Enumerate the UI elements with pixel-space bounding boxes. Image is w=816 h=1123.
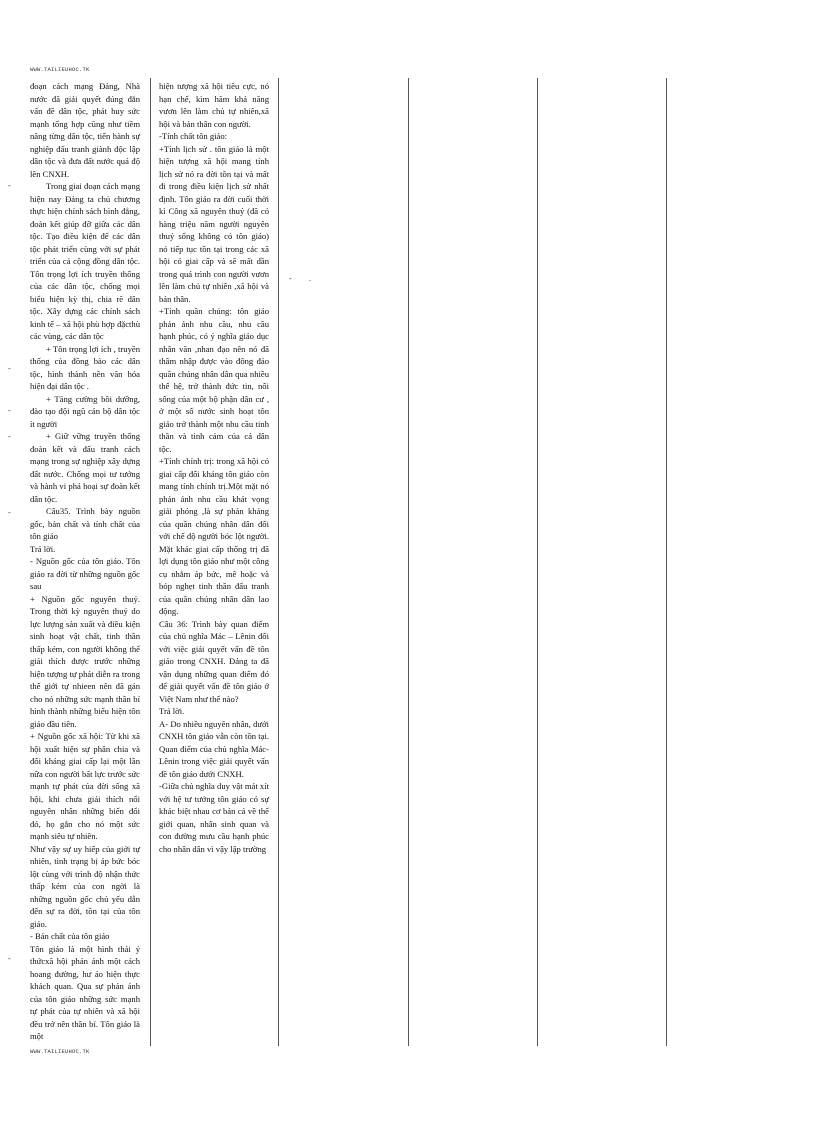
paragraph: + Giữ vững truyền thống đoàn kết và đấu tranh cách mạng trong sự nghiệp xây dựng đất nước. Chống mọi tư tưởng và hành vi phá hoại sự đoàn kết dân tộc.: [30, 431, 140, 504]
margin-mark: -: [8, 508, 11, 517]
margin-mark: -: [8, 954, 11, 963]
margin-mark: -: [8, 364, 11, 373]
column-divider: [278, 78, 279, 1046]
column-divider: [408, 78, 409, 1046]
margin-mark: -: [8, 432, 11, 441]
margin-mark: -: [289, 274, 292, 283]
header-site: WWW.TAILIEUHOC.TK: [30, 66, 90, 73]
paragraph: + Nguồn gốc xã hội: Từ khi xã hội xuất hiện sự phân chia và đối kháng giai cấp lại một lần nữa con người bất lực trước sức mạnh tự phát của đời sống xã hội, khi chưa giải thích nổi nguyên nhân những biến đổi đó, họ gắn cho nó một sức mạnh siêu tự nhiên.: [30, 731, 140, 841]
paragraph: Như vậy sự uy hiếp của giới tự nhiên, tình trạng bị áp bức bóc lột cùng với trình độ nhận thức thấp kém của con ngời là những nguồn gốc chủ yếu dẫn đến sự ra đời, tồn tại của tôn giáo.: [30, 843, 140, 929]
column-divider: [537, 78, 538, 1046]
paragraph: -Giữa chủ nghĩa duy vật mát xít với hệ tư tưởng tôn giáo có sự khác biệt nhau cơ bản cả về thế giới quan, nhân sinh quan và con đường mưu cầu hạnh phúc cho nhân dân vì vậy lập trường: [159, 781, 269, 854]
paragraph: + Tôn trọng lợi ích , truyền thống của đồng bào các dân tộc, hình thành nền văn hóa hiện đại dân tộc .: [30, 343, 140, 391]
answer-label: Trả lời.: [30, 543, 56, 554]
footer-site: WWW.TAILIEUHOC.TK: [30, 1048, 90, 1055]
paragraph: - Bản chất của tôn giáo: [30, 931, 110, 941]
paragraph: +Tính chính trị: trong xã hội có giai cấp đối kháng tôn giáo còn mang tính chính trị.Một mặt nó phản ánh nhu cầu khát vọng giải phóng ,là sự phản kháng của quần chúng nhân dân đối với chế độ người bóc lột người. Mặt khác giai cấp thống trị đã lợi dụng tôn giáo như một công cụ nhằm áp bức, mê hoặc và bóp nghẹt tinh thần đấu tranh của quần chúng nhân dân lao động.: [159, 456, 269, 616]
margin-mark: .: [309, 274, 311, 283]
paragraph: +Tính lịch sử . tôn giáo là một hiện tượng xã hội mang tính lịch sử nó ra đời tồn tại và mất đi trong điều kiện lịch sử nhất định. Tôn giáo ra đời cuối thời kì Công xã nguyên thuỷ (đã có hàng triệu năm người nguyên thuỷ sống không có tôn giáo) nó tiếp tục tồn tại trong các xã hội có giai cấp và sẽ mất dần trong quá trình con người vươn lên làm chủ tự nhiên ,xã hội và bản thân.: [159, 143, 269, 304]
answer-label: Trả lời.: [159, 706, 185, 716]
paragraph: + Nguồn gốc nguyên thuỷ. Trong thời kỳ nguyên thuỷ do lực lượng sản xuất và điều kiện sinh hoạt vật chất, tinh thần thấp kém, con người không thể giải thích được trước những hiện tượng tự phát diễn ra trong thế giới tự nhieen nên đã gán cho nó những sức mạnh thần bí hình thành những biểu hiện tôn giáo đầu tiên.: [30, 593, 140, 729]
paragraph: Trong giai đoạn cách mạng hiện nay Đảng ta chủ chương thực hiện chính sách bình đẳng, đoàn kết giúp đỡ giữa các dân tộc. Tạo điều kiện để các dân tộc phát triển cùng với sự phát triển của cả cộng đồng dân tộc. Tôn trọng lợi ích truyền thống của các dân tộc, chống mọi biểu hiện kỳ thị, chia rẽ dân tộc. Xây dựng các chính sách kinh tế – xã hội phù hợp đặcthù các vùng, các dân tộc: [30, 181, 140, 341]
paragraph: -Tính chất tôn giáo:: [159, 131, 228, 141]
paragraph: - Nguồn gốc của tôn giáo. Tôn giáo ra đời từ những nguồn gốc sau: [30, 556, 140, 591]
column-divider: [150, 78, 151, 1046]
paragraph: hiện tượng xã hội tiêu cực, nó hạn chế, kìm hãm khả năng vươn lên làm chủ tự nhiên,xã hội và bản thân con người.: [159, 81, 269, 129]
paragraph: +Tính quần chúng: tôn giáo phản ánh nhu cầu, nhu cầu hạnh phúc, có ý nghĩa giáo dục nhân văn ,nhan đạo nên nó đã thâm nhập được vào đông đảo quần chúng nhân dân qua nhiều thế hệ, trở thành đức tin, nối sống của một bộ phận dân cư , ở một số nước sinh hoạt tôn giáo trở thành một nhu cầu tinh thần và tình cảm của cả dân tộc.: [159, 306, 269, 454]
question-heading: Câu 36: Trình bày quan điểm của chủ nghĩa Mác – Lênin đối với việc giải quyết vấn đề tôn giáo trong CNXH. Đảng ta đã vận dụng những quan điểm đó để giải quyết vấn đề tôn giáo ở Việt Nam như thế nào?: [159, 618, 269, 704]
paragraph: đoạn cách mạng Đảng, Nhà nước đã giải quyết đúng đắn vấn đề dân tộc, phát huy sức mạnh tổng hợp cũng như tiềm năng từng dân tộc, tiến hành sự nghiệp đấu tranh giành độc lập dân tộc và đưa đất nước quá độ lên CNXH.: [30, 81, 140, 179]
text-column-1: [30, 80, 140, 1043]
question-heading: Câu35. Trình bày nguồn gốc, bản chất và tính chất của tôn giáo: [30, 506, 140, 541]
margin-mark: -: [8, 181, 11, 190]
margin-mark: -: [8, 406, 11, 415]
paragraph: + Tăng cường bồi dưỡng, đào tạo đội ngũ cán bộ dân tộc ít người: [30, 393, 140, 429]
column-divider: [666, 78, 667, 1046]
text-column-2: [159, 80, 269, 855]
paragraph: Tôn giáo là một hình thái ý thứcxã hội phản ánh một cách hoang đường, hư ảo hiện thực khách quan. Qua sự phản ánh của tôn giáo những sức mạnh tự phát của tự nhiên và xã hội đều trở nên thần bí. Tôn giáo là một: [30, 943, 140, 1041]
paragraph: A- Do nhiều nguyên nhân, dưới CNXH tôn giáo vẫn còn tồn tại. Quan điểm của chủ nghĩa Mác-Lênin trong việc giải quyết vấn đề tôn giáo dưới CNXH.: [159, 718, 269, 779]
